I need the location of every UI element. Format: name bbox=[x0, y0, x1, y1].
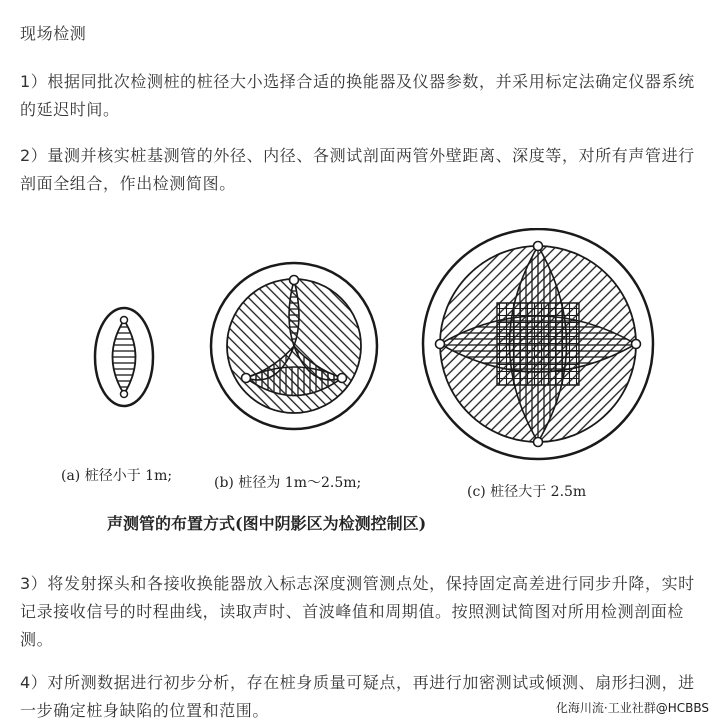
page-title: 现场检测 bbox=[20, 24, 87, 43]
paragraph-2: 2）量测并核实桩基测管的外径、内径、各测试剖面两管外壁距离、深度等，对所有声管进行剖面全组合，作出检测简图。 bbox=[20, 146, 695, 193]
diagram-b-pile bbox=[211, 263, 377, 429]
caption-a: (a) 桩径小于 1m; bbox=[61, 468, 173, 484]
watermark: 化海川流·工业社群@HCBBS bbox=[555, 701, 709, 715]
paragraph-4: 4）对所测数据进行初步分析，存在桩身质量可疑点，再进行加密测试或倾测、扇形扫测，进一步确定桩身缺陷的位置和范围。 bbox=[20, 673, 695, 720]
diagram-c-pile bbox=[423, 229, 653, 459]
caption-b: (b) 桩径为 1m～2.5m; bbox=[214, 475, 362, 491]
diagram-a-pile bbox=[95, 308, 153, 406]
paragraph-3: 3）将发射探头和各接收换能器放入标志深度测管测点处，保持固定高差进行同步升降，实时记录接收信号的时程曲线，读取声时、首波峰值和周期值。按照测试简图对所用检测剖面检测。 bbox=[20, 574, 695, 649]
figure-caption: 声测管的布置方式(图中阴影区为检测控制区) bbox=[107, 514, 427, 533]
caption-c: (c) 桩径大于 2.5m bbox=[467, 484, 587, 500]
paragraph-1: 1）根据同批次检测桩的桩径大小选择合适的换能器及仪器参数，并采用标定法确定仪器系统的延迟时间。 bbox=[20, 72, 695, 119]
